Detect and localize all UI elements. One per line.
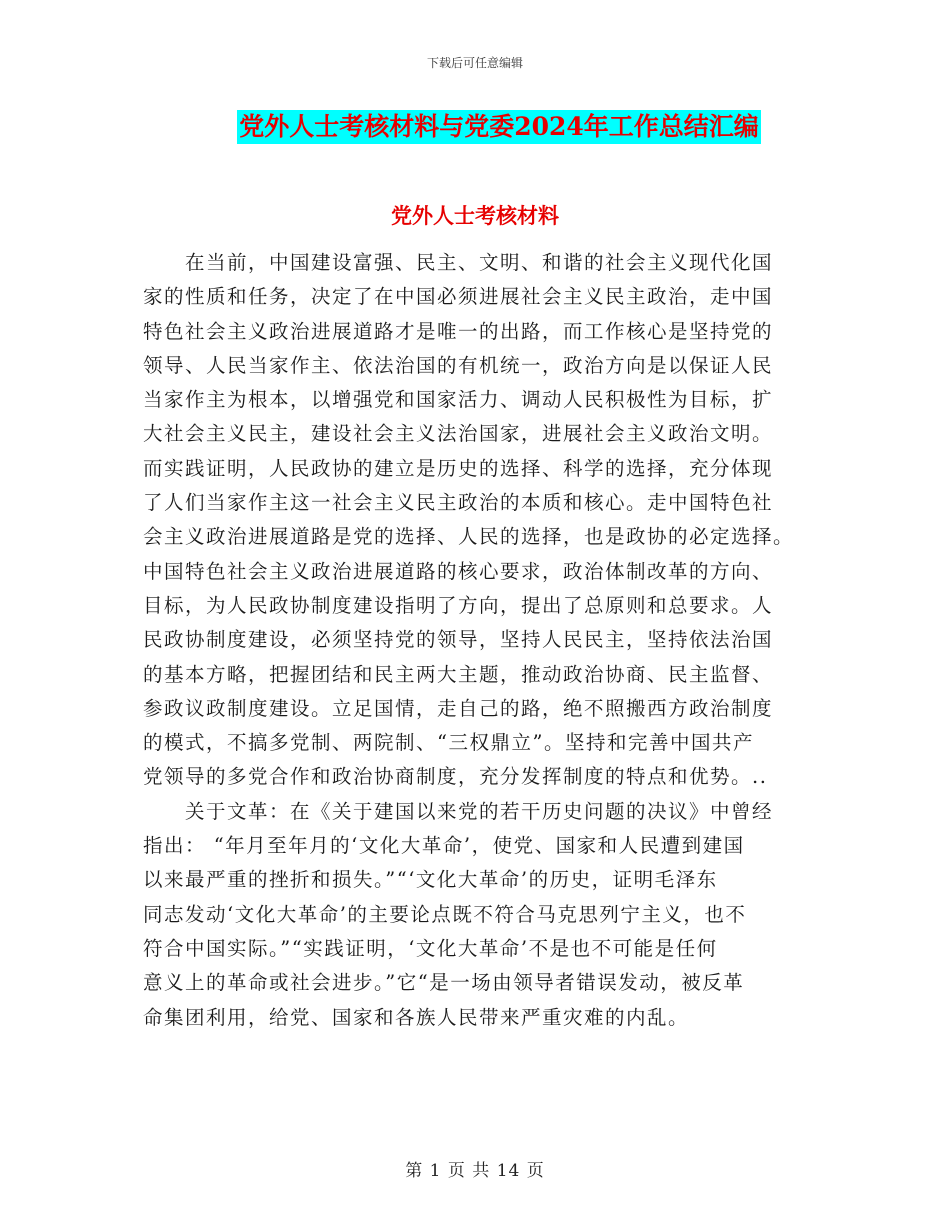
text-line: 的基本方略，把握团结和民主两大主题，推动政治协商、民主监督、 xyxy=(143,662,774,686)
text-line: 中国特色社会主义政治进展道路的核心要求，政治体制改革的方向、 xyxy=(143,559,774,583)
text-line: 以来最严重的挫折和损失。”“‘文化大革命’的历史，证明毛泽东 xyxy=(143,868,718,892)
text-line: 当家作主为根本，以增强党和国家活力、调动人民积极性为目标，扩 xyxy=(143,388,774,412)
text-line: 领导、人民当家作主、依法治国的有机统一，政治方向是以保证人民 xyxy=(143,353,774,377)
text-line: 特色社会主义政治进展道路才是唯一的出路，而工作核心是坚持党的 xyxy=(143,319,774,343)
text-line: 家的性质和任务，决定了在中国必须进展社会主义民主政治，走中国 xyxy=(143,285,774,309)
text-line: 同志发动‘文化大革命’的主要论点既不符合马克思列宁主义，也不 xyxy=(143,902,747,926)
text-line: 目标，为人民政协制度建设指明了方向，提出了总原则和总要求。人 xyxy=(143,593,774,617)
text-line: 符合中国实际。”“实践证明，‘文化大革命’不是也不可能是任何 xyxy=(143,936,718,960)
text-line: 会主义政治进展道路是党的选择、人民的选择，也是政协的必定选择。 xyxy=(143,525,795,549)
text-line: 在当前，中国建设富强、民主、文明、和谐的社会主义现代化国 xyxy=(185,251,774,274)
text-line: 命集团利用，给党、国家和各族人民带来严重灾难的内乱。 xyxy=(143,1005,690,1029)
text-line: 关于文革：在《关于建国以来党的若干历史问题的决议》中曾经 xyxy=(185,799,774,823)
page-footer: 第 1 页 共 14 页 xyxy=(405,1161,545,1181)
text-line: 民政协制度建设，必须坚持党的领导，坚持人民民主，坚持依法治国 xyxy=(143,628,774,652)
text-line: 意义上的革命或社会进步。”它“是一场由领导者错误发动，被反革 xyxy=(143,971,745,995)
text-line: 党领导的多党合作和政治协商制度，充分发挥制度的特点和优势。.. xyxy=(143,765,768,789)
text-line: 大社会主义民主，建设社会主义法治国家，进展社会主义政治文明。 xyxy=(143,422,774,446)
text-line: 了人们当家作主这一社会主义民主政治的本质和核心。走中国特色社 xyxy=(143,491,774,515)
section-title: 党外人士考核材料 xyxy=(391,203,559,228)
document-title xyxy=(0,110,950,144)
text-line: 而实践证明，人民政协的建立是历史的选择、科学的选择，充分体现 xyxy=(143,456,774,480)
header-note: 下载后可任意编辑 xyxy=(426,56,523,70)
body-text xyxy=(143,246,809,1035)
text-line: 参政议政制度建设。立足国情，走自己的路，绝不照搬西方政治制度 xyxy=(143,696,774,720)
text-line: 的模式，不搞多党制、两院制、“三权鼎立”。坚持和完善中国共产 xyxy=(143,731,754,755)
text-line: 指出： “年月至年月的‘文化大革命’，使党、国家和人民遭到建国 xyxy=(143,834,745,858)
document-title-text: 党外人士考核材料与党委2024年工作总结汇编 xyxy=(237,110,761,144)
